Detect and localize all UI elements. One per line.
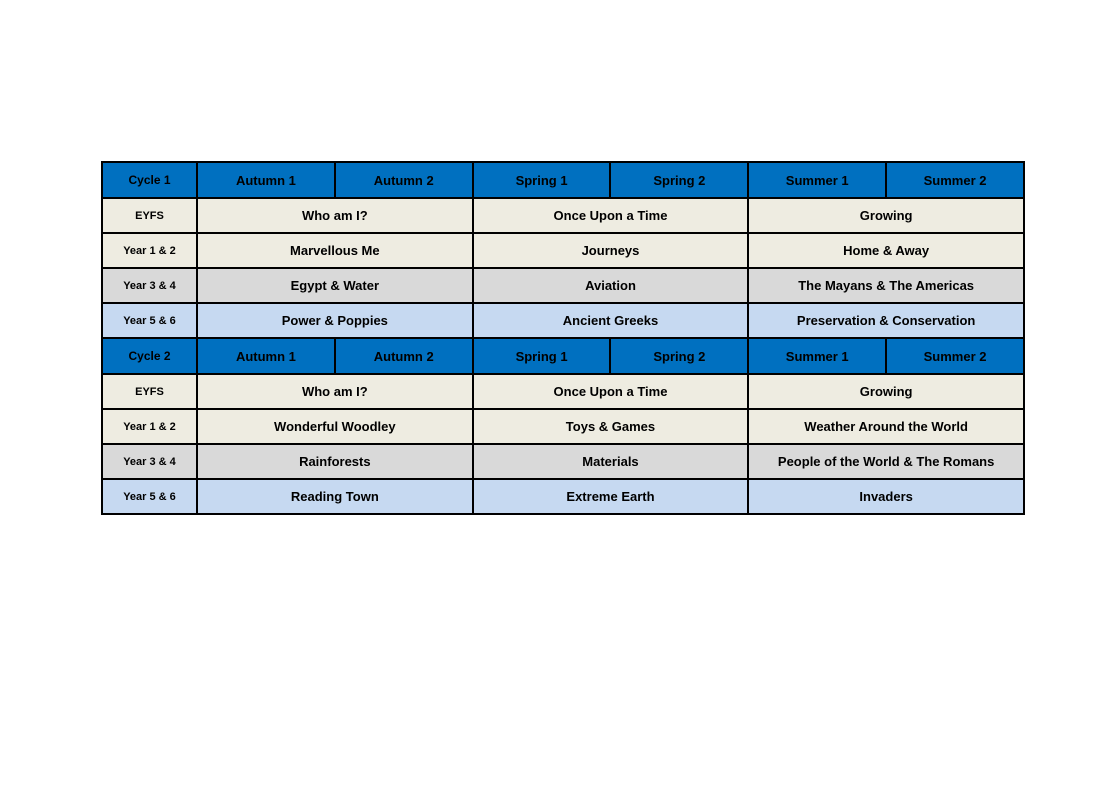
topic-cell: Preservation & Conservation xyxy=(748,303,1024,338)
topic-cell: The Mayans & The Americas xyxy=(748,268,1024,303)
topic-cell: Marvellous Me xyxy=(197,233,473,268)
year-group-label: EYFS xyxy=(102,374,197,409)
cycle-label: Cycle 2 xyxy=(102,338,197,374)
topic-cell: Who am I? xyxy=(197,374,473,409)
term-header: Spring 2 xyxy=(610,338,748,374)
term-header: Autumn 1 xyxy=(197,162,335,198)
cycle-label: Cycle 1 xyxy=(102,162,197,198)
topic-cell: Who am I? xyxy=(197,198,473,233)
year-group-label: EYFS xyxy=(102,198,197,233)
topic-cell: Egypt & Water xyxy=(197,268,473,303)
topic-cell: Invaders xyxy=(748,479,1024,514)
table-row xyxy=(102,303,1024,338)
topic-cell: Growing xyxy=(748,198,1024,233)
year-group-label: Year 1 & 2 xyxy=(102,233,197,268)
topic-cell: Materials xyxy=(473,444,749,479)
term-header: Summer 1 xyxy=(748,338,886,374)
topic-cell: People of the World & The Romans xyxy=(748,444,1024,479)
topic-cell: Weather Around the World xyxy=(748,409,1024,444)
year-group-label: Year 5 & 6 xyxy=(102,303,197,338)
table-row xyxy=(102,479,1024,514)
topic-cell: Journeys xyxy=(473,233,749,268)
year-group-label: Year 3 & 4 xyxy=(102,444,197,479)
topic-cell: Once Upon a Time xyxy=(473,374,749,409)
topic-cell: Extreme Earth xyxy=(473,479,749,514)
year-group-label: Year 5 & 6 xyxy=(102,479,197,514)
term-header: Summer 2 xyxy=(886,162,1024,198)
term-header: Summer 1 xyxy=(748,162,886,198)
topic-cell: Reading Town xyxy=(197,479,473,514)
term-header: Autumn 2 xyxy=(335,338,473,374)
year-group-label: Year 3 & 4 xyxy=(102,268,197,303)
topic-cell: Wonderful Woodley xyxy=(197,409,473,444)
table-row xyxy=(102,233,1024,268)
topic-cell: Power & Poppies xyxy=(197,303,473,338)
term-header: Spring 2 xyxy=(610,162,748,198)
topic-cell: Home & Away xyxy=(748,233,1024,268)
topic-cell: Toys & Games xyxy=(473,409,749,444)
table-row xyxy=(102,444,1024,479)
term-header: Spring 1 xyxy=(473,162,611,198)
cycle-1-header-row xyxy=(102,162,1024,198)
topic-cell: Ancient Greeks xyxy=(473,303,749,338)
topic-cell: Once Upon a Time xyxy=(473,198,749,233)
term-header: Summer 2 xyxy=(886,338,1024,374)
term-header: Autumn 1 xyxy=(197,338,335,374)
table-row xyxy=(102,374,1024,409)
term-header: Spring 1 xyxy=(473,338,611,374)
curriculum-table xyxy=(101,161,1025,515)
topic-cell: Rainforests xyxy=(197,444,473,479)
table-row xyxy=(102,409,1024,444)
topic-cell: Aviation xyxy=(473,268,749,303)
cycle-2-header-row xyxy=(102,338,1024,374)
table-row xyxy=(102,268,1024,303)
topic-cell: Growing xyxy=(748,374,1024,409)
term-header: Autumn 2 xyxy=(335,162,473,198)
table-row xyxy=(102,198,1024,233)
year-group-label: Year 1 & 2 xyxy=(102,409,197,444)
